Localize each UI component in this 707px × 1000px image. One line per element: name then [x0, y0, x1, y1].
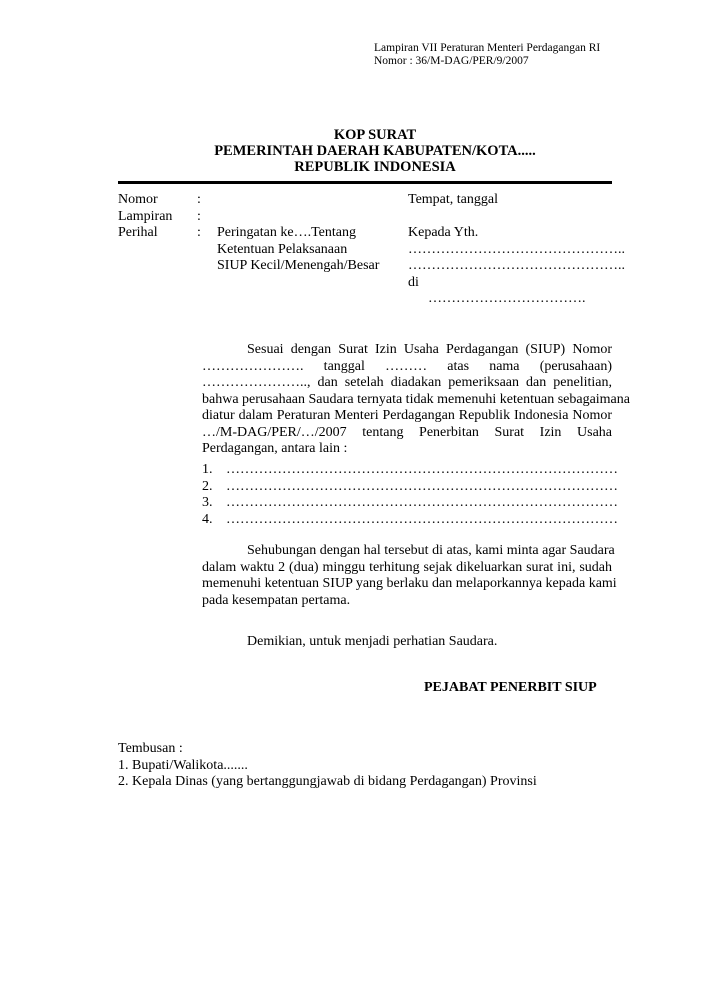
recipient-name-line: ……………………………………….. — [408, 241, 625, 257]
perihal-line: SIUP Kecil/Menengah/Besar — [217, 258, 380, 273]
colon: : — [197, 192, 201, 207]
colon: : — [197, 225, 201, 240]
letterhead-country: REPUBLIK INDONESIA — [294, 159, 456, 175]
recipient-kepada: Kepada Yth. — [408, 225, 479, 240]
perihal-value — [217, 225, 379, 275]
body-line: pada kesempatan pertama. — [202, 592, 351, 608]
field-colons — [197, 192, 201, 242]
tembusan-item: 2. Kepala Dinas (yang bertanggungjawab di bidang Perdagangan) Provinsi — [118, 774, 537, 789]
letterhead — [118, 127, 632, 175]
body-line: ………………….., dan setelah diadakan pemeriksaan dan penelitian, — [202, 375, 612, 390]
list-number: 2. — [202, 478, 213, 494]
tembusan-item: 1. Bupati/Walikota....... — [118, 757, 248, 773]
body-line: dalam waktu 2 (dua) minggu terhitung sejak dikeluarkan surat ini, sudah — [202, 559, 612, 575]
lampiran-label: Lampiran — [118, 208, 173, 224]
list-text: ………………………………………………………………………… — [226, 511, 618, 527]
letterhead-divider — [118, 181, 612, 184]
colon: : — [197, 208, 201, 224]
body-paragraph-1 — [202, 342, 630, 458]
list-text: ………………………………………………………………………… — [226, 462, 618, 477]
recipient-di: di — [408, 274, 419, 290]
body-paragraph-2 — [202, 543, 617, 609]
list-number: 3. — [202, 495, 213, 510]
list-item — [202, 479, 618, 496]
place-date: Tempat, tanggal — [408, 192, 498, 207]
findings-list — [202, 462, 618, 528]
body-line: Sesuai dengan Surat Izin Usaha Perdagangan (SIUP) Nomor — [247, 342, 612, 357]
body-line: memenuhi ketentuan SIUP yang berlaku dan melaporkannya kepada kami — [202, 576, 617, 591]
perihal-line: Peringatan ke….Tentang — [217, 225, 356, 240]
body-line: …………………. tanggal ……… atas nama (perusahaan) — [202, 358, 612, 374]
letterhead-government: PEMERINTAH DAERAH KABUPATEN/KOTA..... — [214, 143, 536, 159]
header-note-line2: Nomor : 36/M-DAG/PER/9/2007 — [374, 55, 529, 67]
list-number: 1. — [202, 462, 213, 477]
list-text: ………………………………………………………………………… — [226, 495, 618, 510]
perihal-label: Perihal — [118, 225, 158, 240]
list-item — [202, 462, 618, 479]
recipient-block — [408, 225, 625, 308]
body-line: diatur dalam Peraturan Menteri Perdagangan Republik Indonesia Nomor — [202, 408, 612, 423]
recipient-name-line: ……………………………………….. — [408, 258, 625, 273]
list-item — [202, 495, 618, 512]
tembusan-block — [118, 741, 537, 791]
body-line: Perdagangan, antara lain : — [202, 441, 348, 456]
body-line: bahwa perusahaan Saudara ternyata tidak memenuhi ketentuan sebagaimana — [202, 391, 630, 407]
header-note — [374, 42, 600, 68]
header-note-line1: Lampiran VII Peraturan Menteri Perdagangan RI — [374, 42, 601, 54]
list-number: 4. — [202, 511, 213, 527]
tembusan-label: Tembusan : — [118, 741, 183, 756]
nomor-label: Nomor — [118, 192, 158, 207]
field-labels — [118, 192, 172, 242]
body-line: …/M-DAG/PER/…/2007 tentang Penerbitan Surat Izin Usaha — [202, 424, 612, 440]
list-item — [202, 512, 618, 529]
perihal-line: Ketentuan Pelaksanaan — [217, 241, 348, 257]
closing-sentence: Demikian, untuk menjadi perhatian Saudara. — [247, 634, 498, 649]
list-text: ………………………………………………………………………… — [226, 478, 618, 494]
letterhead-title: KOP SURAT — [333, 127, 417, 143]
signature-title: PEJABAT PENERBIT SIUP — [424, 680, 597, 695]
body-line: Sehubungan dengan hal tersebut di atas, kami minta agar Saudara — [247, 543, 615, 558]
recipient-location-line: ……………………………. — [428, 291, 586, 306]
